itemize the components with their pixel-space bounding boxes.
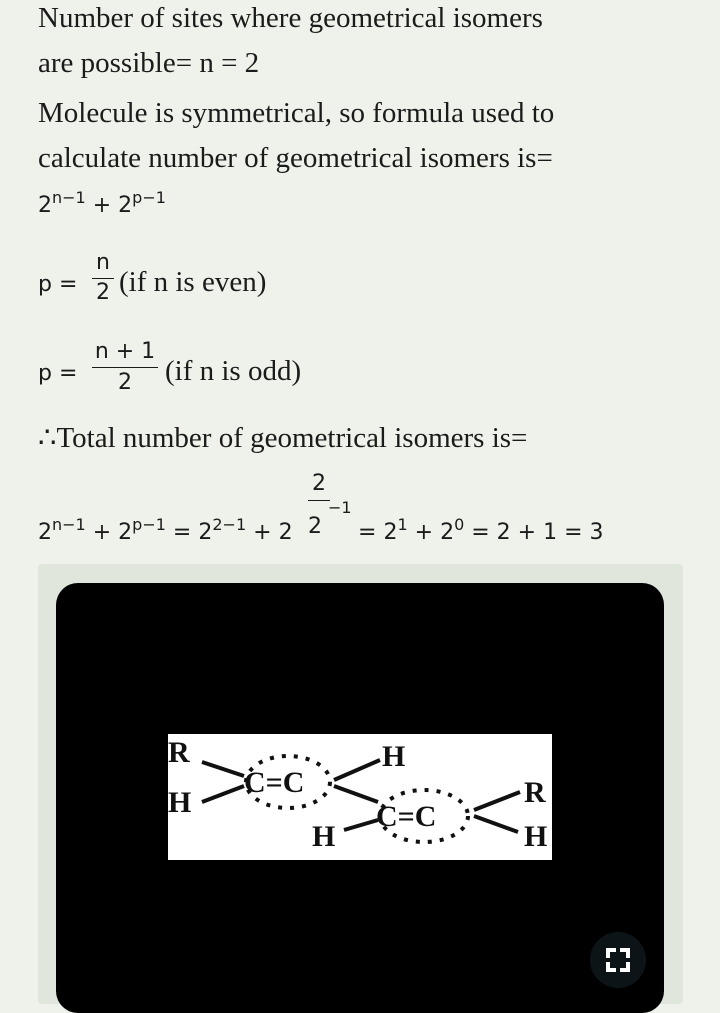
result-base-5: 2	[383, 520, 398, 545]
label-h-bottom: H	[312, 820, 336, 853]
text-line-1: Number of sites where geometrical isomers	[38, 2, 543, 34]
nested-denominator: 2	[308, 514, 322, 539]
result-exp-0: 0	[454, 515, 465, 534]
result-plus-3: +	[414, 520, 434, 545]
molecule-figure	[168, 734, 552, 860]
fullscreen-button[interactable]	[590, 932, 646, 988]
result-nested-fraction	[308, 470, 330, 501]
p-odd-numerator: n + 1	[94, 339, 156, 364]
result-equals-1: =	[172, 520, 192, 545]
text-line-total: ∴Total number of geometrical isomers is=	[38, 422, 528, 454]
text-line-3: Molecule is symmetrical, so formula used to	[38, 97, 555, 129]
p-odd-denominator: 2	[118, 370, 132, 395]
label-h-left: H	[168, 786, 192, 819]
general-formula	[38, 188, 166, 218]
label-h-top: H	[382, 740, 406, 773]
p-odd-fraction	[92, 337, 158, 394]
result-plus-1: +	[92, 520, 112, 545]
result-exp-22: 2−1	[212, 515, 247, 534]
result-exp-p: p−1	[132, 515, 166, 534]
result-base-4: 2	[278, 520, 293, 545]
label-r-right: R	[524, 776, 546, 809]
formula-plus: +	[92, 193, 112, 218]
fraction-bar	[308, 500, 330, 501]
text-line-2: are possible= n = 2	[38, 47, 260, 79]
result-exp-1: 1	[397, 515, 408, 534]
result-rhs	[358, 515, 604, 545]
formula-exp-n: n−1	[52, 188, 86, 207]
result-tail: = 2 + 1 = 3	[471, 520, 604, 545]
p-even-fraction	[92, 248, 114, 305]
label-r-left: R	[168, 736, 190, 769]
expand-icon	[590, 932, 646, 988]
result-exp-n: n−1	[52, 515, 86, 534]
result-equals-2: =	[358, 520, 377, 545]
double-bond-1: C=C	[244, 766, 305, 799]
formula-exp-p: p−1	[132, 188, 166, 207]
p-even-condition: (if n is even)	[119, 266, 267, 298]
result-base-6: 2	[440, 520, 455, 545]
result-base-2: 2	[118, 520, 133, 545]
p-odd-lhs: p =	[38, 361, 78, 386]
result-base-1: 2	[38, 520, 52, 545]
p-odd-condition: (if n is odd)	[165, 355, 302, 387]
result-base-3: 2	[198, 520, 213, 545]
nested-minus-one: −1	[328, 498, 352, 517]
double-bond-2: C=C	[376, 800, 437, 833]
molecule-diagram	[168, 734, 552, 860]
formula-base-2: 2	[118, 193, 133, 218]
formula-base-1: 2	[38, 193, 52, 218]
p-even-numerator: n	[96, 250, 110, 275]
result-plus-2: +	[253, 520, 272, 545]
text-line-4: calculate number of geometrical isomers is=	[38, 142, 553, 174]
p-even-denominator: 2	[96, 280, 110, 305]
p-even-lhs: p =	[38, 272, 78, 297]
label-h-right: H	[524, 820, 548, 853]
nested-numerator: 2	[312, 471, 326, 496]
result-lhs	[38, 515, 293, 545]
